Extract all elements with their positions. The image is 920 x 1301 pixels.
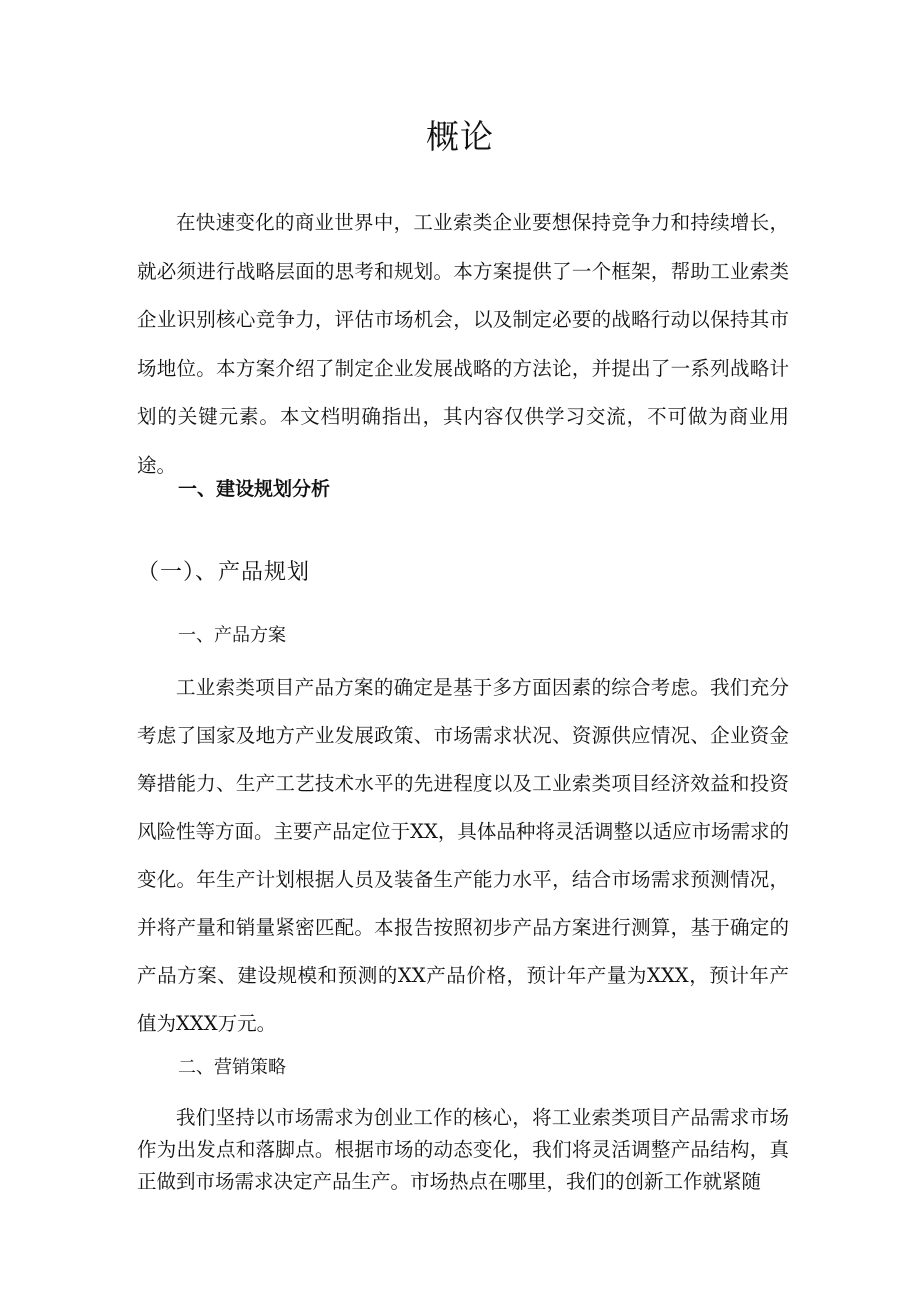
document-title: 概论 xyxy=(426,117,494,156)
item-heading-product-scheme: 一、产品方案 xyxy=(178,625,286,646)
product-scheme-paragraph: 工业索类项目产品方案的确定是基于多方面因素的综合考虑。我们充分考虑了国家及地方产业发展政策、市场需求状况、资源供应情况、企业资金筹措能力、生产工艺技术水平的先进程度以及工业索类项目经济效益和投资风险性等方面。主要产品定位于XX，具体品种将灵活调整以适应市场需求的变化。年生产计划根据人员及装备生产能力水平，结合市场需求预测情况，并将产量和销量紧密匹配。本报告按照初步产品方案进行测算，基于确定的产品方案、建设规模和预测的XX产品价格，预计年产量为XXX，预计年产值为XXX万元。 xyxy=(137,676,789,1035)
item-heading-marketing-strategy: 二、营销策略 xyxy=(178,1057,286,1078)
intro-paragraph: 在快速变化的商业世界中，工业索类企业要想保持竞争力和持续增长，就必须进行战略层面的思考和规划。本方案提供了一个框架，帮助工业索类企业识别核心竞争力，评估市场机会，以及制定必要的战略行动以保持其市场地位。本方案介绍了制定企业发展战略的方法论，并提出了一系列战略计划的关键元素。本文档明确指出，其内容仅供学习交流，不可做为商业用途。 xyxy=(137,211,789,477)
section-heading-planning-analysis: 一、建设规划分析 xyxy=(178,478,331,500)
subsection-heading-product-planning: （一）、产品规划 xyxy=(137,560,311,585)
marketing-strategy-paragraph: 我们坚持以市场需求为创业工作的核心，将工业索类项目产品需求市场作为出发点和落脚点。根据市场的动态变化，我们将灵活调整产品结构，真正做到市场需求决定产品生产。市场热点在哪里，我们的创新工作就紧随 xyxy=(137,1106,789,1193)
